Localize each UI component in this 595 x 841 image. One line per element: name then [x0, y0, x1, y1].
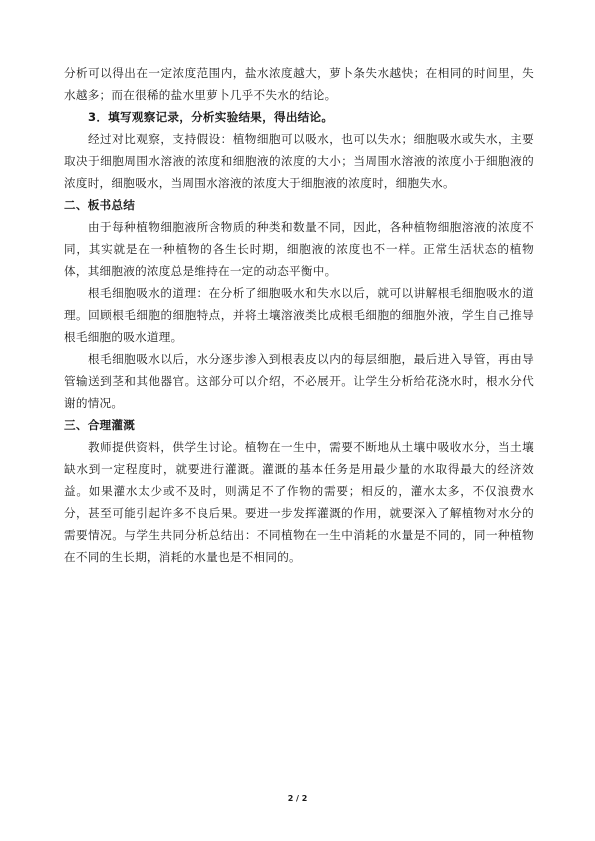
step-3-heading: 3．填写观察记录，分析实验结果，得出结论。: [88, 110, 334, 124]
paragraph-cell-sap: 由于每种植物细胞液所含物质的种类和数量不同，因此，各种植物细胞溶液的浓度不同，其实就是在一种植物的各生长时期，细胞液的浓度也不一样。正常生活状态的植物体，其细胞液的浓度总是维持在一定的动态平衡中。: [64, 220, 534, 278]
document-body: [64, 62, 534, 568]
paragraph-water-transport: 根毛细胞吸水以后，水分逐步渗入到根表皮以内的每层细胞，最后进入导管，再由导管输送到茎和其他器官。这部分可以介绍，不必展开。让学生分析给花浇水时，根水分代谢的情况。: [64, 352, 534, 410]
paragraph-observation: 经过对比观察，支持假设：植物细胞可以吸水，也可以失水；细胞吸水或失水，主要取决于细胞周围水溶液的浓度和细胞液的浓度的大小；当周围水溶液的浓度小于细胞液的浓度时，细胞吸水，当周围水溶液的浓度大于细胞液的浓度时，细胞失水。: [64, 132, 534, 190]
paragraph-irrigation: 教师提供资料，供学生讨论。植物在一生中，需要不断地从土壤中吸收水分，当土壤缺水到一定程度时，就要进行灌溉。灌溉的基本任务是用最少量的水取得最大的经济效益。如果灌水太少或不及时，则满足不了作物的需要；相反的，灌水太多，不仅浪费水分，甚至可能引起许多不良后果。要进一步发挥灌溉的作用，就要深入了解植物对水分的需要情况。与学生共同分析总结出：不同植物在一生中消耗的水量是不同的，同一种植物在不同的生长期，消耗的水量也是不相同的。: [64, 440, 534, 564]
paragraph-root-hair: 根毛细胞吸水的道理：在分析了细胞吸水和失水以后，就可以讲解根毛细胞吸水的道理。回顾根毛细胞的细胞特点，并将土壤溶液类比成根毛细胞的细胞外液，学生自己推导根毛细胞的吸水道理。: [64, 286, 534, 344]
section-heading-summary: 二、板书总结: [64, 198, 136, 212]
page-number: 2 / 2: [287, 794, 308, 803]
section-heading-irrigation: 三、合理灌溉: [64, 418, 136, 432]
paragraph-salt-conclusion: 分析可以得出在一定浓度范围内，盐水浓度越大，萝卜条失水越快；在相同的时间里，失水越多；而在很稀的盐水里萝卜几乎不失水的结论。: [64, 66, 534, 102]
